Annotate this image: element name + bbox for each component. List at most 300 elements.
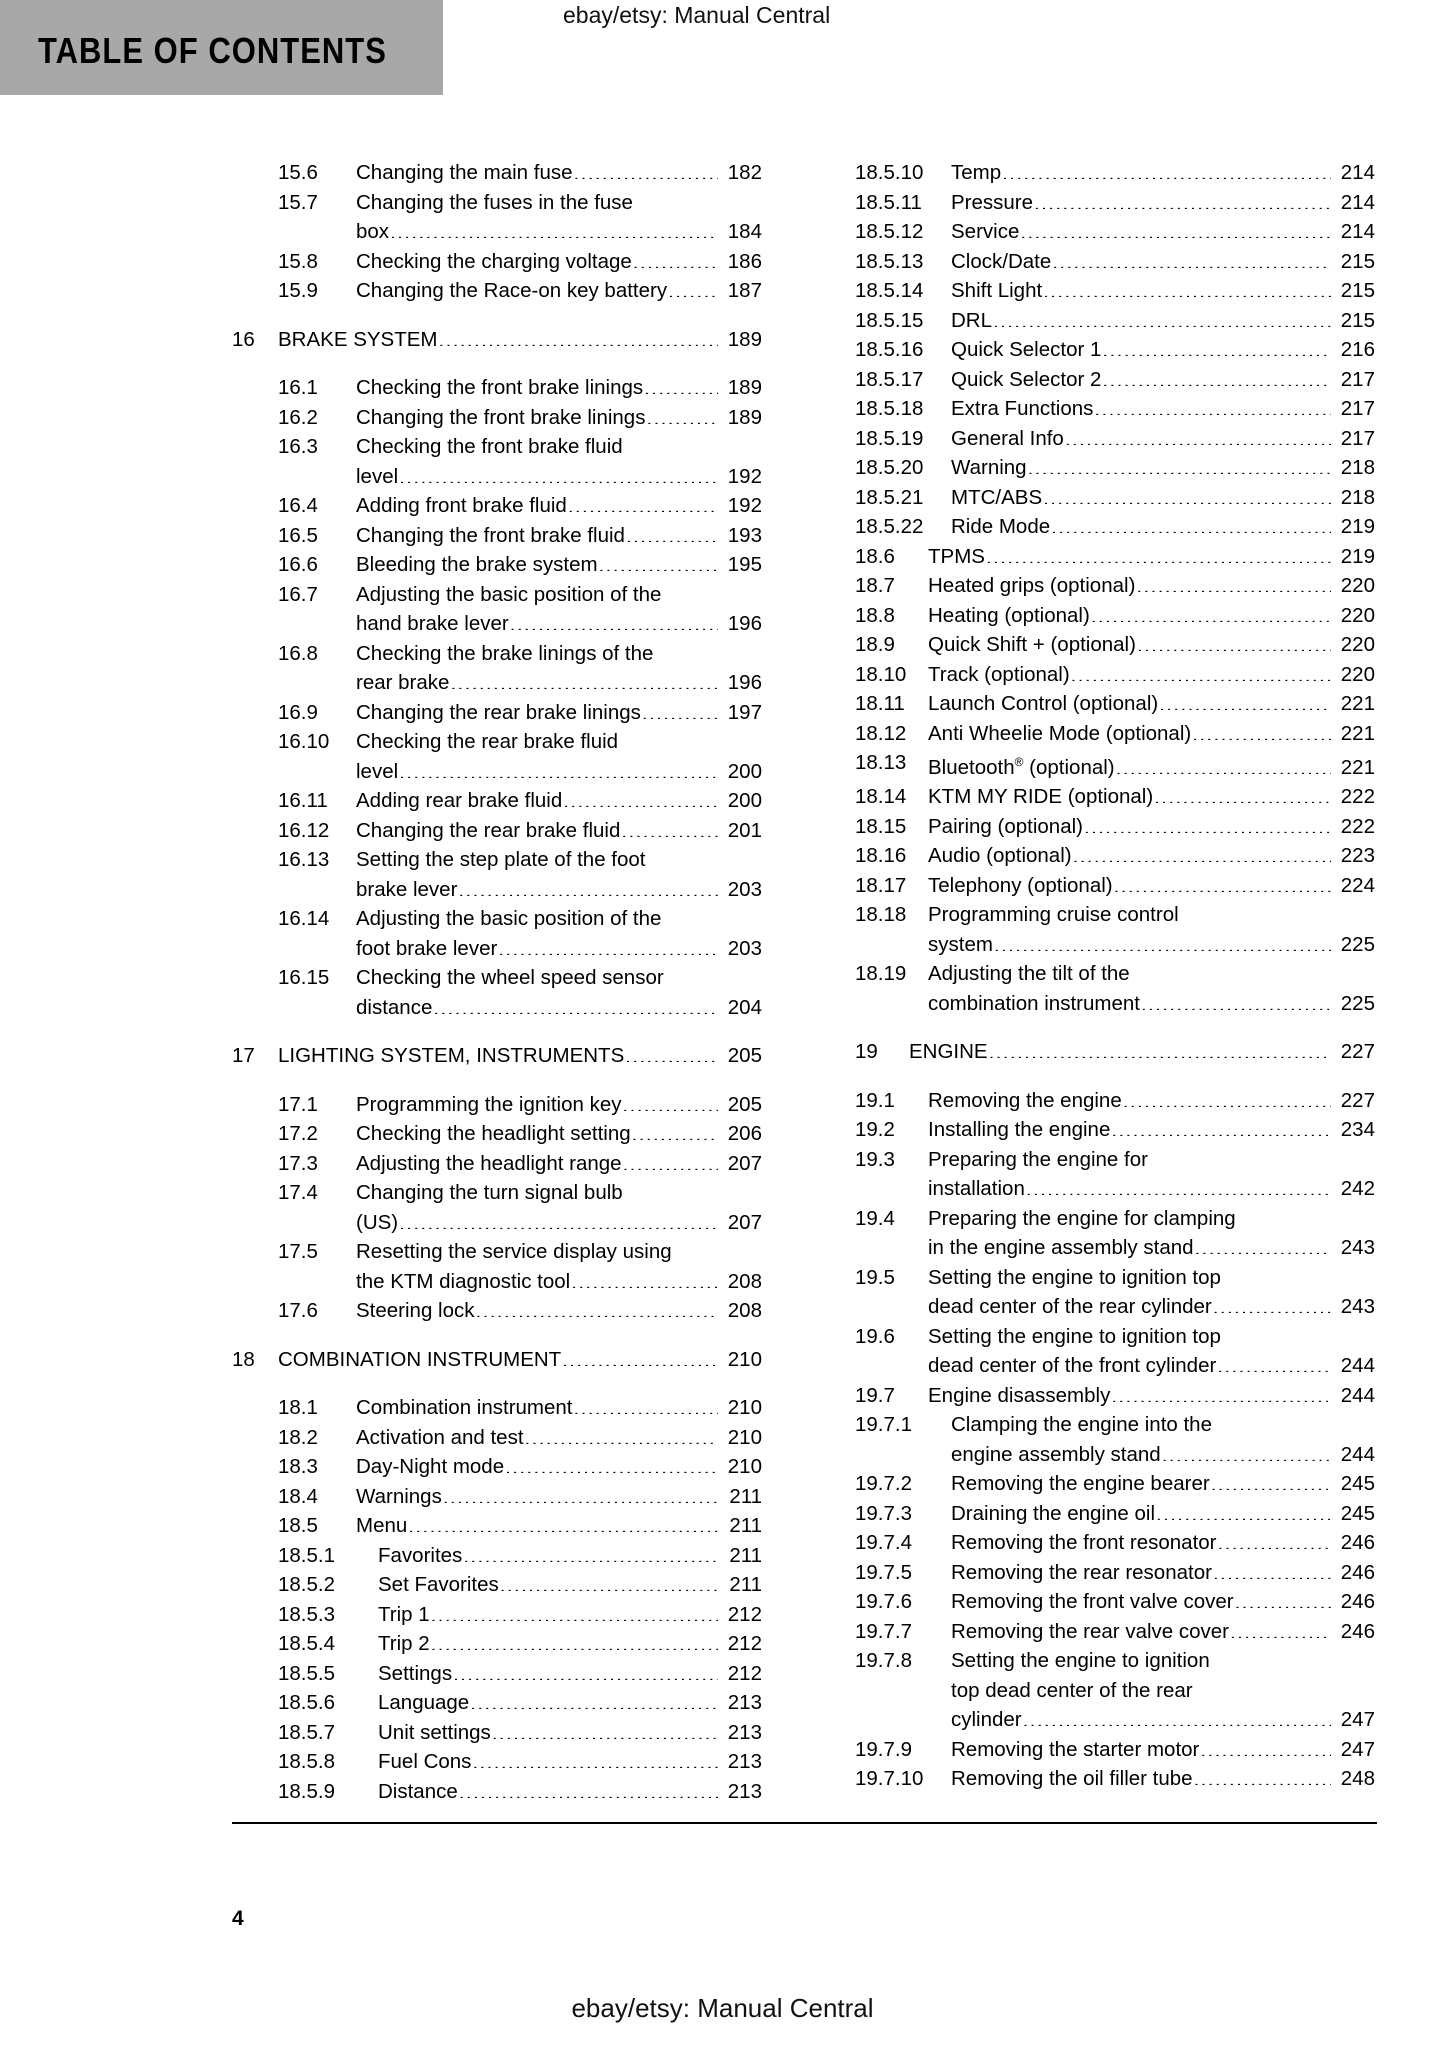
toc-line — [951, 424, 1375, 454]
toc-entry-body — [928, 1322, 1375, 1381]
toc-entry[interactable] — [232, 188, 762, 247]
toc-entry[interactable] — [855, 512, 1375, 542]
toc-line — [951, 365, 1375, 395]
toc-entry-page-number: 205 — [727, 1044, 762, 1067]
toc-entry[interactable] — [232, 845, 762, 904]
toc-entry[interactable] — [232, 1452, 762, 1482]
toc-entry[interactable] — [232, 1777, 762, 1807]
toc-entry-body — [356, 1149, 762, 1179]
toc-entry-number: 18.5.4 — [278, 1632, 335, 1655]
toc-entry-title: Engine disassembly — [928, 1383, 1111, 1407]
toc-entry-body — [951, 512, 1375, 542]
toc-entry-page-number: 189 — [727, 405, 762, 429]
toc-entry[interactable] — [855, 188, 1375, 218]
toc-entry[interactable] — [855, 719, 1375, 749]
toc-entry-page-number: 248 — [1340, 1767, 1375, 1791]
toc-entry[interactable] — [232, 276, 762, 306]
toc-entry[interactable] — [855, 1764, 1375, 1794]
toc-entry[interactable] — [855, 1528, 1375, 1558]
toc-entry-body — [356, 904, 762, 963]
toc-entry[interactable] — [855, 782, 1375, 812]
toc-entry[interactable] — [232, 1629, 762, 1659]
toc-entry-title: Removing the oil filler tube — [951, 1767, 1193, 1791]
toc-entry-title: Checking the front brake linings — [356, 376, 644, 399]
toc-entry-title: Track (optional) — [928, 662, 1070, 686]
toc-line — [378, 1659, 762, 1689]
toc-entry-number: 18.5.6 — [278, 1691, 335, 1714]
toc-entry-title: Ride Mode — [951, 515, 1051, 538]
toc-entry-title: Service — [951, 220, 1020, 243]
toc-entry[interactable] — [855, 1037, 1375, 1067]
toc-entry-title: BRAKE SYSTEM — [278, 327, 438, 351]
toc-entry-body — [356, 1393, 762, 1423]
toc-entry-number: 18.5 — [278, 1514, 318, 1537]
toc-entry[interactable] — [855, 1558, 1375, 1588]
leader-dots — [1091, 602, 1331, 622]
toc-entry[interactable] — [855, 158, 1375, 188]
toc-entry-number: 16.1 — [278, 376, 318, 399]
toc-entry[interactable] — [232, 1423, 762, 1453]
toc-entry[interactable] — [855, 217, 1375, 247]
toc-entry-title: Warning — [951, 456, 1027, 479]
toc-entry-body — [951, 247, 1375, 277]
toc-entry-page-number: 221 — [1340, 692, 1375, 715]
toc-entry-title: Checking the brake linings of the — [356, 641, 654, 665]
toc-entry[interactable] — [232, 1090, 762, 1120]
toc-entry-number: 19.7.10 — [855, 1767, 924, 1791]
toc-entry-body — [951, 158, 1375, 188]
toc-entry-number: 19.7.3 — [855, 1501, 912, 1525]
toc-entry-page-number: 195 — [727, 553, 762, 576]
leader-dots — [443, 1483, 718, 1503]
toc-line — [356, 875, 762, 905]
toc-entry-body — [378, 1570, 762, 1600]
toc-entry[interactable] — [232, 786, 762, 816]
toc-line — [951, 483, 1375, 513]
toc-entry-title: Changing the front brake fluid — [356, 523, 625, 547]
toc-entry-number: 18.5.22 — [855, 515, 924, 538]
toc-entry-title: Adjusting the basic position of the — [356, 582, 662, 606]
toc-entry-page-number: 215 — [1340, 279, 1375, 302]
toc-entry-number: 19.7.9 — [855, 1737, 912, 1761]
toc-entry[interactable] — [232, 1041, 762, 1071]
toc-entry[interactable] — [232, 727, 762, 786]
toc-entry-body — [928, 719, 1375, 749]
toc-entry-body — [356, 373, 762, 403]
toc-entry[interactable] — [232, 963, 762, 1022]
toc-entry-title: Setting the engine to ignition — [951, 1649, 1210, 1673]
toc-entry[interactable] — [232, 373, 762, 403]
toc-entry-title: General Info — [951, 426, 1064, 450]
toc-entry[interactable] — [232, 247, 762, 277]
toc-line — [951, 1410, 1375, 1440]
toc-line — [356, 1237, 762, 1267]
toc-entry[interactable] — [855, 276, 1375, 306]
toc-entry[interactable] — [855, 247, 1375, 277]
toc-line — [928, 989, 1375, 1019]
toc-line — [356, 727, 762, 757]
toc-entry[interactable] — [855, 335, 1375, 365]
leader-dots — [1065, 425, 1331, 445]
toc-entry[interactable] — [855, 812, 1375, 842]
toc-entry-number: 19.7.1 — [855, 1413, 912, 1437]
toc-entry[interactable] — [855, 1263, 1375, 1322]
leader-dots — [644, 374, 718, 394]
toc-line — [951, 1587, 1375, 1617]
toc-entry-page-number: 246 — [1340, 1531, 1375, 1555]
toc-entry[interactable] — [855, 1204, 1375, 1263]
toc-entry[interactable] — [232, 1345, 762, 1375]
toc-entry-page-number: 196 — [727, 671, 762, 694]
toc-entry[interactable] — [232, 1149, 762, 1179]
toc-entry-body — [928, 748, 1375, 782]
toc-entry[interactable] — [855, 601, 1375, 631]
leader-dots — [1149, 1146, 1331, 1166]
leader-dots — [399, 758, 718, 778]
toc-entry-number: 18.5.11 — [855, 190, 922, 214]
toc-entry[interactable] — [855, 1381, 1375, 1411]
toc-entry-number: 18.5.19 — [855, 426, 924, 450]
leader-dots — [1213, 1293, 1331, 1313]
toc-line — [928, 1233, 1375, 1263]
toc-entry[interactable] — [855, 1322, 1375, 1381]
toc-entry-number: 16.12 — [278, 818, 330, 842]
leader-dots — [1235, 1588, 1331, 1608]
toc-entry-title: rear brake — [356, 671, 450, 694]
toc-entry-number: 18.5.13 — [855, 249, 924, 273]
toc-entry-body — [951, 1735, 1375, 1765]
toc-entry[interactable] — [232, 432, 762, 491]
toc-entry-page-number: 219 — [1340, 544, 1375, 568]
toc-entry-title: top dead center of the rear — [951, 1678, 1193, 1702]
toc-entry[interactable] — [855, 394, 1375, 424]
toc-line — [928, 900, 1375, 930]
leader-dots — [1230, 1618, 1331, 1638]
leader-dots — [624, 1179, 718, 1199]
toc-entry-body — [278, 325, 762, 355]
toc-entry-page-number: 244 — [1340, 1354, 1375, 1378]
toc-entry-number: 19.5 — [855, 1265, 895, 1289]
leader-dots — [1213, 1411, 1331, 1431]
toc-entry[interactable] — [855, 483, 1375, 513]
toc-entry[interactable] — [232, 1296, 762, 1326]
toc-entry-number: 16.14 — [278, 907, 330, 930]
toc-entry-number: 17.3 — [278, 1151, 318, 1175]
toc-entry-page-number: 220 — [1340, 574, 1375, 597]
leader-dots — [646, 846, 718, 866]
toc-entry-title: in the engine assembly stand — [928, 1236, 1194, 1260]
toc-entry-title: Quick Selector 1 — [951, 338, 1102, 361]
leader-dots — [626, 522, 718, 542]
toc-entry[interactable] — [855, 1617, 1375, 1647]
toc-entry[interactable] — [232, 550, 762, 580]
toc-entry-number: 18.5.15 — [855, 308, 924, 332]
toc-entry[interactable] — [855, 1469, 1375, 1499]
toc-entry[interactable] — [855, 841, 1375, 871]
toc-entry[interactable] — [855, 542, 1375, 572]
toc-entry-page-number: 218 — [1340, 485, 1375, 509]
toc-entry[interactable] — [232, 580, 762, 639]
toc-entry-title: Checking the headlight setting — [356, 1122, 631, 1145]
toc-entry-title: Preparing the engine for clamping — [928, 1206, 1236, 1230]
leader-dots — [1141, 990, 1331, 1010]
toc-entry-page-number: 224 — [1340, 873, 1375, 897]
toc-entry[interactable] — [855, 453, 1375, 483]
toc-entry-title: Removing the rear valve cover — [951, 1619, 1230, 1643]
leader-dots — [665, 964, 718, 984]
toc-entry-page-number: 246 — [1340, 1560, 1375, 1584]
leader-dots — [662, 581, 718, 601]
toc-entry-number: 18.16 — [855, 844, 907, 868]
toc-entry-title: Trip 2 — [378, 1632, 430, 1655]
toc-entry[interactable] — [232, 1482, 762, 1512]
toc-entry-page-number: 184 — [727, 220, 762, 243]
toc-entry-page-number: 246 — [1340, 1590, 1375, 1614]
toc-entry[interactable] — [232, 1541, 762, 1571]
toc-entry-title: (US) — [356, 1210, 399, 1234]
toc-entry-page-number: 225 — [1340, 932, 1375, 956]
toc-entry-body — [951, 1558, 1375, 1588]
toc-entry-title: brake lever — [356, 877, 458, 901]
toc-entry[interactable] — [855, 871, 1375, 901]
toc-entry-number: 16.2 — [278, 405, 318, 429]
toc-entry-body — [378, 1541, 762, 1571]
toc-line — [356, 1423, 762, 1453]
leader-dots — [1156, 1500, 1331, 1520]
leader-dots — [994, 931, 1331, 951]
toc-entry-body — [356, 639, 762, 698]
toc-entry[interactable] — [855, 660, 1375, 690]
toc-entry[interactable] — [855, 365, 1375, 395]
leader-dots — [498, 935, 718, 955]
toc-entry[interactable] — [232, 1237, 762, 1296]
toc-line — [928, 841, 1375, 871]
toc-entry-page-number: 203 — [727, 936, 762, 960]
toc-entry-title: Anti Wheelie Mode (optional) — [928, 721, 1192, 745]
toc-entry[interactable] — [855, 748, 1375, 782]
footer-divider — [232, 1822, 1377, 1824]
toc-entry[interactable] — [232, 403, 762, 433]
toc-line — [928, 748, 1375, 782]
leader-dots — [1211, 1470, 1331, 1490]
toc-entry-page-number: 219 — [1340, 515, 1375, 538]
toc-entry-body — [928, 782, 1375, 812]
toc-entry[interactable] — [232, 491, 762, 521]
toc-entry-title: Telephony (optional) — [928, 873, 1113, 897]
leader-dots — [1137, 631, 1331, 651]
toc-entry-body — [378, 1718, 762, 1748]
toc-entry-title: Removing the front resonator — [951, 1531, 1217, 1555]
toc-entry-body — [278, 1345, 762, 1375]
toc-entry[interactable] — [232, 1688, 762, 1718]
toc-entry-title: Removing the starter motor — [951, 1737, 1200, 1761]
toc-entry[interactable] — [855, 1145, 1375, 1204]
toc-entry-page-number: 245 — [1340, 1472, 1375, 1496]
toc-entry-number: 18.5.17 — [855, 367, 924, 391]
leader-dots — [399, 463, 718, 483]
toc-entry-page-number: 208 — [727, 1299, 762, 1322]
toc-entry-body — [378, 1629, 762, 1659]
toc-entry-number: 19.7.8 — [855, 1649, 912, 1673]
toc-line — [356, 403, 762, 433]
toc-entry-title: engine assembly stand — [951, 1442, 1161, 1466]
toc-entry-title: Pressure — [951, 190, 1034, 214]
toc-entry-number: 17.5 — [278, 1240, 318, 1263]
toc-line — [951, 512, 1375, 542]
toc-line — [356, 1208, 762, 1238]
toc-entry-body — [951, 1764, 1375, 1794]
toc-entry[interactable] — [232, 1659, 762, 1689]
leader-dots — [654, 640, 718, 660]
toc-entry-body — [356, 1237, 762, 1296]
toc-entry[interactable] — [232, 1393, 762, 1423]
toc-entry[interactable] — [232, 1511, 762, 1541]
toc-entry-body — [928, 1263, 1375, 1322]
leader-dots — [458, 876, 718, 896]
toc-entry[interactable] — [232, 1178, 762, 1237]
toc-entry-page-number: 182 — [727, 161, 762, 184]
toc-entry[interactable] — [855, 1646, 1375, 1735]
toc-entry[interactable] — [855, 959, 1375, 1018]
toc-entry-page-number: 211 — [729, 1484, 762, 1508]
toc-entry-page-number: 211 — [729, 1573, 762, 1596]
leader-dots — [459, 1778, 718, 1798]
leader-dots — [476, 1297, 718, 1317]
toc-entry[interactable] — [855, 1735, 1375, 1765]
toc-entry-body — [928, 871, 1375, 901]
toc-entry[interactable] — [232, 521, 762, 551]
toc-entry[interactable] — [855, 1115, 1375, 1145]
page-title: TABLE OF CONTENTS — [38, 30, 387, 71]
toc-entry-page-number: 203 — [727, 877, 762, 901]
toc-entry[interactable] — [232, 1119, 762, 1149]
toc-entry-body — [928, 1145, 1375, 1204]
toc-entry-title: Clock/Date — [951, 249, 1052, 273]
toc-entry-page-number: 223 — [1340, 844, 1375, 868]
toc-entry-number: 18.5.7 — [278, 1720, 335, 1744]
leader-dots — [574, 1394, 719, 1414]
toc-entry-body — [378, 1777, 762, 1807]
toc-entry-page-number: 242 — [1340, 1177, 1375, 1201]
toc-entry-title: Combination instrument — [356, 1396, 573, 1419]
leader-dots — [1195, 1234, 1331, 1254]
toc-line — [356, 521, 762, 551]
toc-entry-title: Removing the front valve cover — [951, 1590, 1234, 1614]
toc-entry-title: LIGHTING SYSTEM, INSTRUMENTS — [278, 1044, 625, 1067]
toc-entry[interactable] — [232, 639, 762, 698]
toc-entry-body — [951, 276, 1375, 306]
toc-entry[interactable] — [855, 1410, 1375, 1469]
toc-entry-number: 18.9 — [855, 633, 895, 656]
toc-line — [356, 432, 762, 462]
toc-entry-body — [356, 1178, 762, 1237]
toc-line — [356, 373, 762, 403]
toc-entry-title: Temp — [951, 161, 1002, 184]
toc-line — [356, 1482, 762, 1512]
toc-entry[interactable] — [855, 306, 1375, 336]
toc-line — [928, 1381, 1375, 1411]
toc-entry-number: 18.3 — [278, 1455, 318, 1478]
toc-entry[interactable] — [855, 1499, 1375, 1529]
header-watermark: ebay/etsy: Manual Central — [563, 2, 831, 28]
footer-watermark: ebay/etsy: Manual Central — [571, 1993, 874, 2023]
toc-line — [928, 719, 1375, 749]
toc-entry-title: Adding front brake fluid — [356, 494, 567, 517]
toc-entry[interactable] — [232, 325, 762, 355]
toc-line — [356, 845, 762, 875]
toc-entry[interactable] — [855, 1587, 1375, 1617]
toc-entry-number: 19.7.2 — [855, 1472, 912, 1496]
toc-entry[interactable] — [232, 158, 762, 188]
toc-entry[interactable] — [855, 424, 1375, 454]
toc-entry-number: 16.13 — [278, 848, 330, 871]
toc-entry-body — [928, 841, 1375, 871]
toc-line — [378, 1600, 762, 1630]
toc-entry-number: 19.7.4 — [855, 1531, 912, 1555]
toc-entry-number: 18.5.5 — [278, 1661, 335, 1685]
toc-entry-body — [356, 845, 762, 904]
toc-line — [928, 959, 1375, 989]
toc-line — [278, 325, 762, 355]
toc-entry[interactable] — [855, 689, 1375, 719]
toc-entry-body — [928, 1115, 1375, 1145]
toc-entry-title: Favorites — [378, 1543, 463, 1567]
toc-entry-page-number: 210 — [727, 1347, 762, 1371]
toc-line — [356, 247, 762, 277]
toc-entry[interactable] — [855, 630, 1375, 660]
toc-entry[interactable] — [232, 1600, 762, 1630]
toc-entry[interactable] — [232, 698, 762, 728]
leader-dots — [632, 1120, 718, 1140]
toc-line — [356, 934, 762, 964]
toc-entry[interactable] — [855, 900, 1375, 959]
toc-entry-title: Draining the engine oil — [951, 1501, 1155, 1525]
leader-dots — [623, 1091, 719, 1111]
toc-entry-number: 18.5.16 — [855, 338, 924, 361]
toc-entry-page-number: 212 — [727, 1632, 762, 1655]
toc-entry-page-number: 220 — [1340, 662, 1375, 686]
toc-entry-title: DRL — [951, 308, 993, 332]
toc-entry-number: 19.7 — [855, 1383, 895, 1407]
toc-entry-number: 19.2 — [855, 1118, 895, 1142]
leader-dots — [463, 1542, 718, 1562]
toc-entry-page-number: 221 — [1340, 755, 1375, 779]
leader-dots — [1084, 813, 1331, 833]
leader-dots — [1136, 572, 1331, 592]
toc-entry-title: Removing the engine — [928, 1088, 1122, 1112]
leader-dots — [431, 1601, 718, 1621]
toc-column-right — [855, 158, 1375, 1794]
toc-entry[interactable] — [232, 816, 762, 846]
toc-entry[interactable] — [232, 904, 762, 963]
toc-entry-number: 18.4 — [278, 1484, 318, 1508]
toc-entry[interactable] — [232, 1570, 762, 1600]
toc-entry-page-number: 214 — [1340, 161, 1375, 184]
toc-entry[interactable] — [232, 1718, 762, 1748]
toc-entry[interactable] — [855, 1086, 1375, 1116]
toc-line — [951, 1646, 1375, 1676]
leader-dots — [1034, 189, 1331, 209]
toc-entry[interactable] — [232, 1747, 762, 1777]
leader-dots — [390, 218, 718, 238]
leader-dots — [399, 1209, 718, 1229]
toc-entry-number: 18.15 — [855, 814, 907, 838]
toc-entry[interactable] — [855, 571, 1375, 601]
toc-entry-title: Adjusting the headlight range — [356, 1151, 622, 1175]
toc-entry-body — [928, 900, 1375, 959]
toc-entry-body — [278, 1041, 762, 1071]
toc-entry-body — [356, 1296, 762, 1326]
